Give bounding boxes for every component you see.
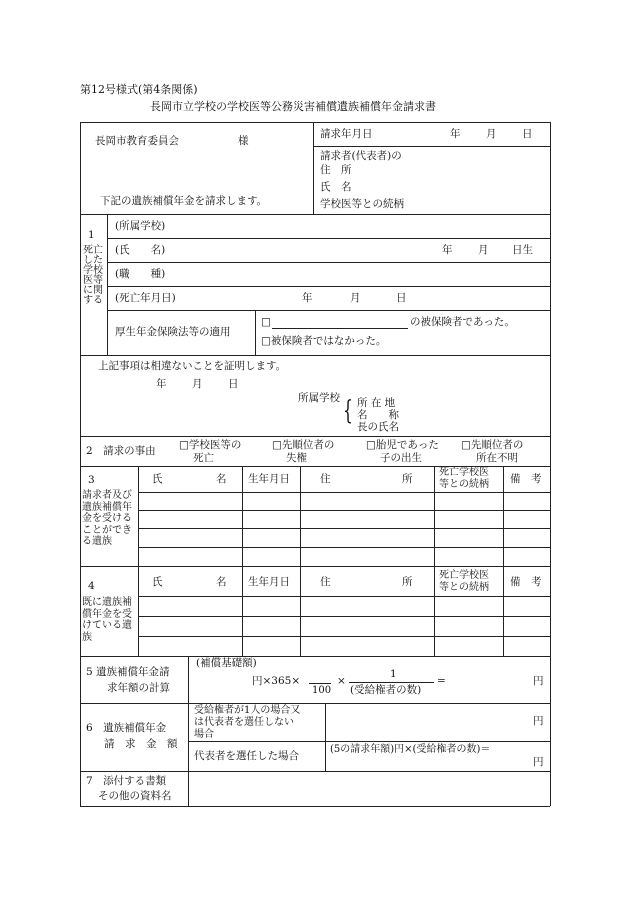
reason-missing-checkbox[interactable]: □先順位者の xyxy=(461,439,524,451)
s3-col-birthdate: 生年月日 xyxy=(248,473,290,485)
s3-col-relation-b: 等との続柄 xyxy=(439,479,489,490)
request-year-label: 年 xyxy=(450,128,461,140)
claimant-relation-label: 学校医等との続柄 xyxy=(320,198,404,210)
formula-recipients: (受給権者の数) xyxy=(350,684,422,696)
base-amount-label: (補償基礎額) xyxy=(196,657,257,669)
request-text: 下記の遺族補償年金を請求します。 xyxy=(100,195,268,207)
certification-statement: 上記事項は相違ないことを証明します。 xyxy=(98,360,287,372)
reason-loss-checkbox[interactable]: □先順位者の xyxy=(272,439,335,451)
section2-label: 2 請求の事由 xyxy=(86,445,156,457)
annual-amount-yen: 円 xyxy=(533,675,544,687)
formula-equals: = xyxy=(437,675,446,687)
reason-death-text: 死亡 xyxy=(193,452,214,464)
single-case-line2: は代表者を選任しない xyxy=(194,717,294,728)
s4-col-relation-b: 等との続柄 xyxy=(439,582,489,593)
reason-missing-text: 所在不明 xyxy=(476,452,518,464)
cert-year-label: 年 xyxy=(156,378,167,390)
section1-side-label: 死亡した学校医等に関する xyxy=(83,245,103,306)
fraction-bar-1 xyxy=(309,683,331,684)
s4-col-address-b: 所 xyxy=(402,576,413,588)
s3-col-remarks: 備 考 xyxy=(510,473,542,485)
form-number: 第12号様式(第4条関係) xyxy=(80,83,198,96)
section4-number: 4 xyxy=(88,580,95,592)
section6-label-b: 請 求 金 額 xyxy=(104,738,178,750)
pension-insurance-blank xyxy=(272,328,408,329)
deceased-name-label: (氏 名) xyxy=(115,244,166,256)
section6-label-a: 6 遺族補償年金 xyxy=(86,722,167,734)
s4-col-address-a: 住 xyxy=(320,576,331,588)
single-case-line3: 場合 xyxy=(194,729,214,740)
s3-col-relation-a: 死亡学校医 xyxy=(439,467,489,478)
claimant-name-label: 氏 名 xyxy=(320,181,352,193)
death-day-label: 日 xyxy=(396,292,407,304)
formula-times: × xyxy=(337,675,346,687)
school-field-label: (所属学校) xyxy=(115,220,166,232)
birth-month-label: 月 xyxy=(478,244,489,256)
principal-name-label: 長の氏名 xyxy=(357,421,399,433)
reason-loss-text: 失権 xyxy=(286,452,307,464)
section5-label-a: 5 遺族補償年金請 xyxy=(86,666,170,678)
representative-formula: (5の請求年額)円×(受給権者の数)＝ xyxy=(330,744,491,755)
section7-label-a: 7 添付する書類 xyxy=(86,775,167,787)
s4-col-relation-a: 死亡学校医 xyxy=(439,570,489,581)
s3-col-address-a: 住 xyxy=(320,473,331,485)
s3-col-name-a: 氏 xyxy=(152,473,163,485)
pension-checkbox-1[interactable]: □ xyxy=(261,316,271,328)
section5-label-b: 求年額の計算 xyxy=(107,682,170,694)
claimant-address-label: 住 所 xyxy=(320,164,352,176)
cert-day-label: 日 xyxy=(228,378,239,390)
formula-label: 円×365× xyxy=(252,675,301,687)
section4-side-label: 既に遺族補償年金を受けている遺族 xyxy=(82,597,132,643)
honorific: 様 xyxy=(238,135,249,147)
single-case-yen: 円 xyxy=(533,715,544,727)
job-label: (職 種) xyxy=(115,268,166,280)
request-date-label: 請求年月日 xyxy=(320,128,373,140)
s4-col-birthdate: 生年月日 xyxy=(248,576,290,588)
form-title: 長岡市立学校の学校医等公務災害補償遺族補償年金請求書 xyxy=(150,100,436,113)
reason-birth-checkbox[interactable]: □胎児であった xyxy=(366,439,439,451)
pension-label: 厚生年金保険法等の適用 xyxy=(115,326,231,338)
pension-option-2[interactable]: □被保険者ではなかった。 xyxy=(261,335,387,347)
representative-case-label: 代表者を選任した場合 xyxy=(194,750,299,762)
s4-col-name-b: 名 xyxy=(216,576,227,588)
s4-col-name-a: 氏 xyxy=(152,576,163,588)
s3-col-address-b: 所 xyxy=(402,473,413,485)
death-date-label: (死亡年月日) xyxy=(115,292,176,304)
brace-symbol: { xyxy=(343,396,353,426)
request-month-label: 月 xyxy=(486,128,497,140)
s4-col-remarks: 備 考 xyxy=(510,576,542,588)
death-year-label: 年 xyxy=(302,292,313,304)
section3-side-label: 請求者及び遺族補償年金を受けることができる遺族 xyxy=(82,490,132,547)
birth-day-label: 日生 xyxy=(512,244,533,256)
section7-label-b: その他の資料名 xyxy=(98,790,172,802)
claimant-label: 請求者(代表者)の xyxy=(320,150,402,162)
death-month-label: 月 xyxy=(350,292,361,304)
school-name-label: 名 称 xyxy=(357,409,399,421)
birth-year-label: 年 xyxy=(442,244,453,256)
pension-option-1-text: の被保険者であった。 xyxy=(410,316,515,328)
formula-denominator: 100 xyxy=(312,685,332,696)
section3-number: 3 xyxy=(88,474,95,486)
addressee: 長岡市教育委員会 xyxy=(95,135,179,147)
representative-yen: 円 xyxy=(533,756,544,768)
s3-col-name-b: 名 xyxy=(216,473,227,485)
fraction-bar-2 xyxy=(349,682,434,683)
section1-number: 1 xyxy=(88,229,95,241)
cert-month-label: 月 xyxy=(192,378,203,390)
request-day-label: 日 xyxy=(522,128,533,140)
school-location-label: 所 在 地 xyxy=(357,397,396,409)
reason-birth-text: 子の出生 xyxy=(380,452,422,464)
reason-death-checkbox[interactable]: □学校医等の xyxy=(179,439,242,451)
single-case-line1: 受給権者が1人の場合又 xyxy=(194,705,301,716)
formula-numerator: 1 xyxy=(390,668,397,680)
school-label: 所属学校 xyxy=(298,392,340,404)
